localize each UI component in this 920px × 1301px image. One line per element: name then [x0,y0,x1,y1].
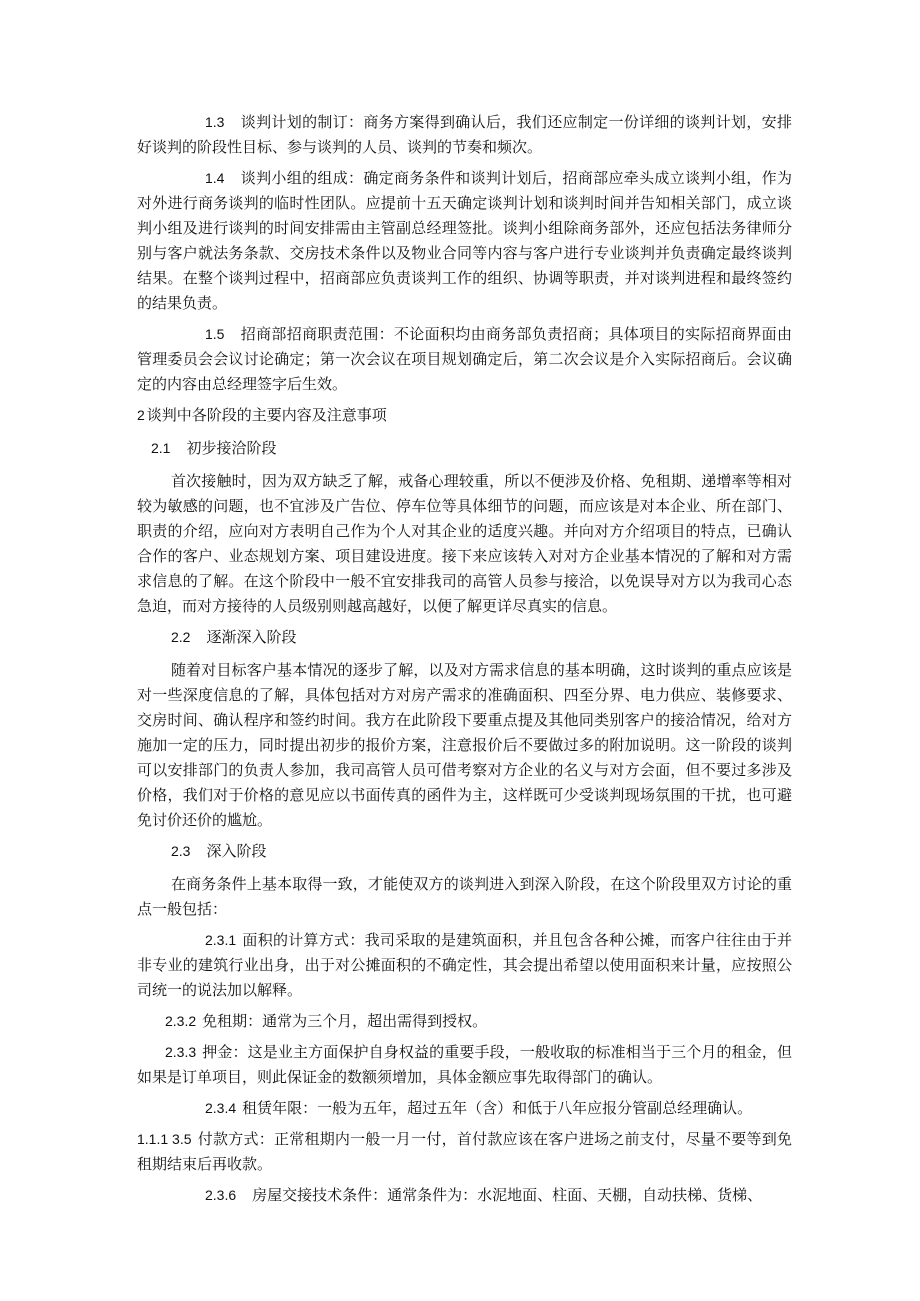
section-1-4 [137,166,792,316]
heading-text: 谈判中各阶段的主要内容及注意事项 [146,406,387,424]
stage-3-paragraph: 在商务条件上基本取得一致，才能使双方的谈判进入到深入阶段，在这个阶段里双方讨论的重点一般包括： [137,875,792,918]
heading-number: 2.3 [171,843,191,859]
heading-text: 初步接洽阶段 [186,439,277,457]
item-number: 2.3.4 [205,1100,237,1116]
heading-2-1 [137,436,792,461]
item-3-5 [137,1127,792,1177]
item-number: 2.3.6 [205,1187,237,1203]
heading-number: 2.1 [151,440,171,456]
heading-text: 深入阶段 [206,842,267,860]
section-text: 招商部招商职责范围：不论面积均由商务部负责招商；具体项目的实际招商界面由管理委员会会议讨论确定；第一次会议在项目规划确定后，第二次会议是介入实际招商后。会议确定的内容由总经理签字后生效。 [137,325,792,393]
section-1-3 [137,110,792,160]
section-number: 1.3 [205,114,225,130]
item-text: 租赁年限：一般为五年，超过五年（含）和低于八年应报分管副总经理确认。 [242,1099,753,1117]
item-number: 2.3.2 [165,1013,197,1029]
item-text: 押金：这是业主方面保护自身权益的重要手段，一般收取的标准相当于三个月的租金，但如果是订单项目，则此保证金的数额须增加，具体金额应事先取得部门的确认。 [137,1043,792,1086]
section-text: 谈判计划的制订：商务方案得到确认后，我们还应制定一份详细的谈判计划，安排好谈判的阶段性目标、参与谈判的人员、谈判的节奏和频次。 [137,113,792,156]
heading-number: 2.2 [171,629,191,645]
item-text: 付款方式：正常租期内一般一月一付，首付款应该在客户进场之前支付，尽量不要等到免租期结束后再收款。 [137,1130,792,1173]
item-text: 面积的计算方式：我司采取的是建筑面积，并且包含各种公摊，而客户往往由于并非专业的建筑行业出身，出于对公摊面积的不确定性，其会提出希望以使用面积来计量，应按照公司统一的说法加以解释。 [137,931,792,999]
section-1-5 [137,322,792,397]
item-text: 房屋交接技术条件：通常条件为：水泥地面、柱面、天棚，自动扶梯、货梯、 [252,1186,763,1204]
heading-2 [137,403,792,428]
section-text: 谈判小组的组成：确定商务条件和谈判计划后，招商部应牵头成立谈判小组，作为对外进行商务谈判的临时性团队。应提前十五天确定谈判计划和谈判时间并告知相关部门，成立谈判小组及进行谈判的时间安排需由主管副总经理签批。谈判小组除商务部外，还应包括法务律师分别与客户就法务条款、交房技术条件以及物业合同等内容与客户进行专业谈判并负责确定最终谈判结果。在整个谈判过程中，招商部应负责谈判工作的组织、协调等职责，并对谈判进程和最终签约的结果负责。 [137,169,792,312]
item-2-3-2 [137,1009,792,1034]
item-2-3-6 [137,1183,792,1208]
item-2-3-4 [137,1096,792,1121]
stage-1-paragraph: 首次接触时，因为双方缺乏了解，戒备心理较重，所以不便涉及价格、免租期、递增率等相对较为敏感的问题，也不宜涉及广告位、停车位等具体细节的问题，而应该是对本企业、所在部门、职责的介绍，应向对方表明自己作为个人对其企业的适度兴趣。并向对方介绍项目的特点，已确认合作的客户、业态规划方案、项目建设进度。接下来应该转入对对方企业基本情况的了解和对方需求信息的了解。在这个阶段中一般不宜安排我司的高管人员参与接洽，以免误导对方以为我司心态急迫，而对方接待的人员级别则越高越好，以便了解更详尽真实的信息。 [137,472,792,615]
heading-text: 逐渐深入阶段 [206,628,297,646]
document-body [137,110,792,1214]
heading-number: 2 [137,407,145,423]
item-number: 2.3.1 [205,932,237,948]
item-number: 2.3.3 [165,1044,197,1060]
stage-2-paragraph: 随着对目标客户基本情况的逐步了解，以及对方需求信息的基本明确，这时谈判的重点应该是对一些深度信息的了解，具体包括对方对房产需求的准确面积、四至分界、电力供应、装修要求、交房时间、确认程序和签约时间。我方在此阶段下要重点提及其他同类别客户的接洽情况，给对方施加一定的压力，同时提出初步的报价方案，注意报价后不要做过多的附加说明。这一阶段的谈判可以安排部门的负责人参加，我司高管人员可借考察对方企业的名义与对方会面，但不要过多涉及价格，我们对于价格的意见应以书面传真的函件为主，这样既可少受谈判现场氛围的干扰，也可避免讨价还价的尴尬。 [137,661,792,829]
section-number: 1.4 [205,170,225,186]
heading-2-2 [137,625,792,650]
item-2-3-1 [137,928,792,1003]
item-number: 1.1.1 3.5 [137,1131,192,1147]
heading-2-3 [137,839,792,864]
section-number: 1.5 [205,326,225,342]
item-text: 免租期：通常为三个月，超出需得到授权。 [202,1012,488,1030]
item-2-3-3 [137,1040,792,1090]
